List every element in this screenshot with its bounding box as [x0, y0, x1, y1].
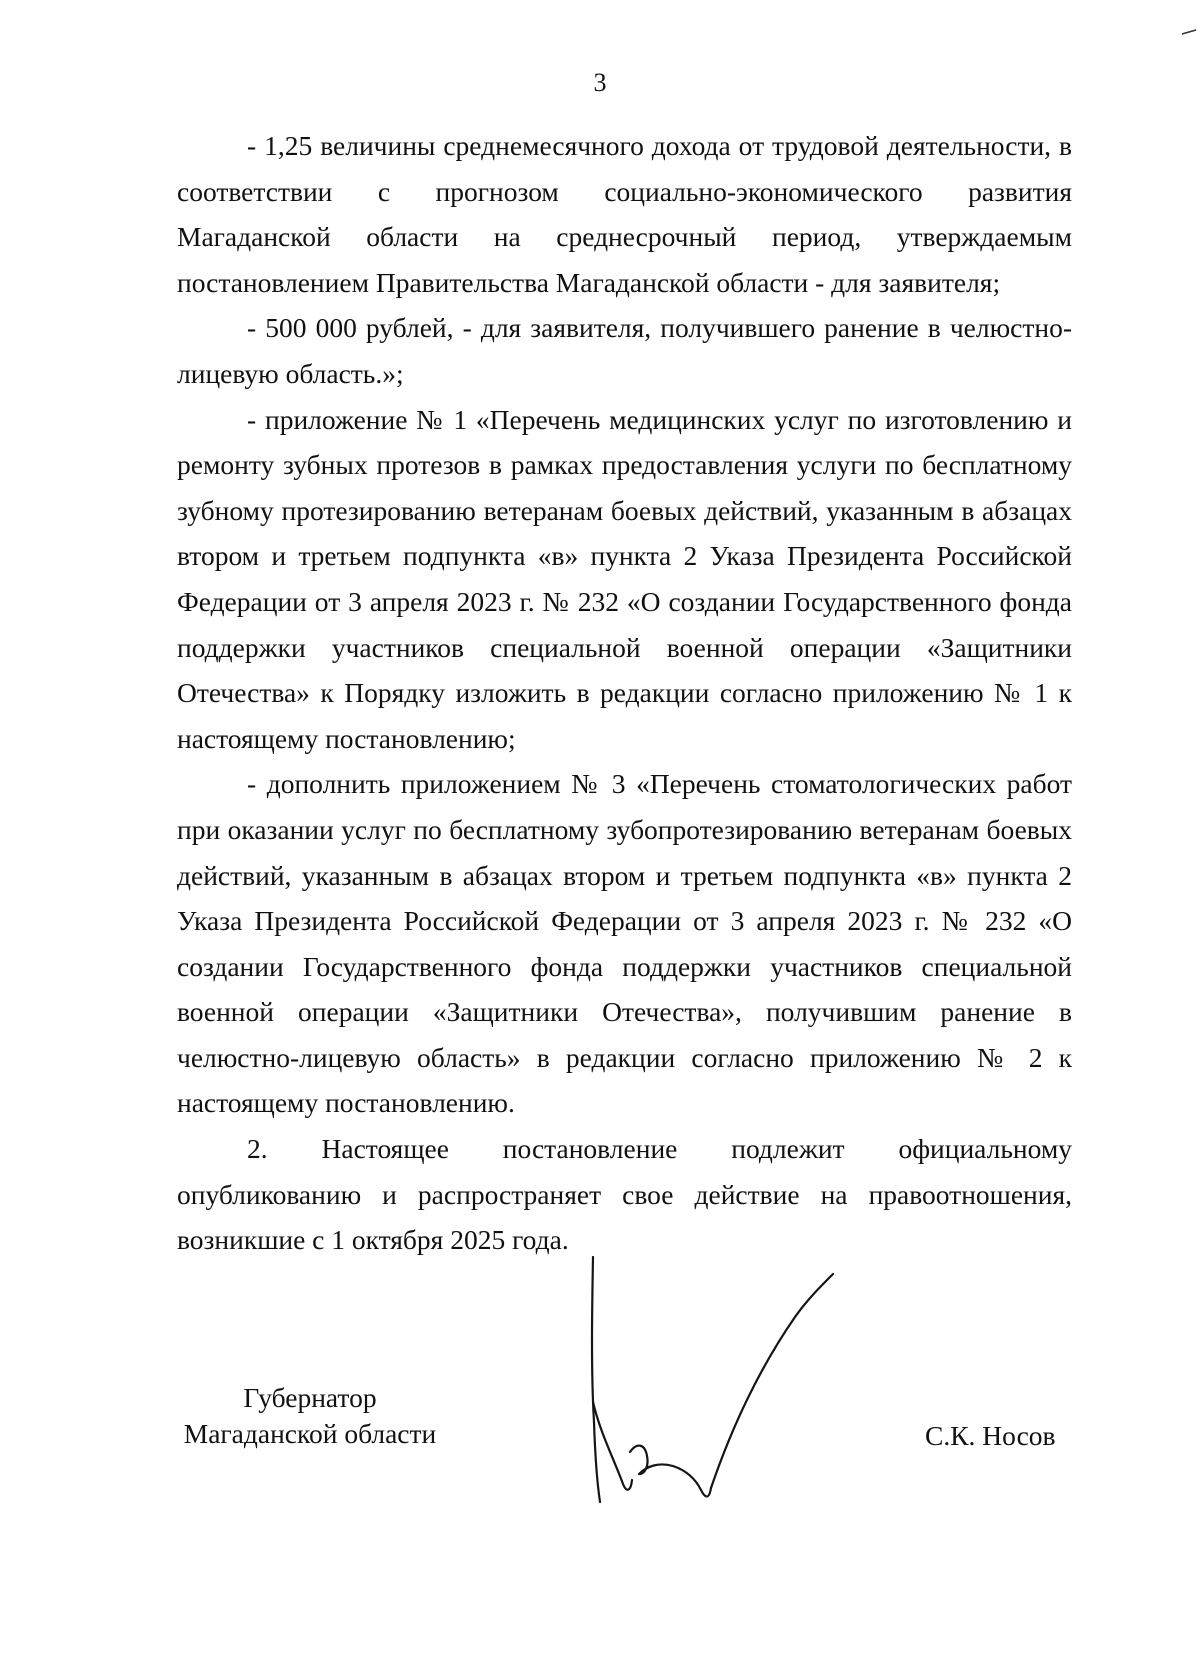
paragraph-appendix-1: - приложение № 1 «Перечень медицинских услуг по изготовлению и ремонту зубных протезов в рамках предоставления услуги по бесплатному зубному протезированию ветеранам боевых действий, указанным в абзацах втором и третьем подпункта «в» пункта 2 Указа Президента Российской Федерации от 3 апреля 2023 г. № 232 «О создании Государственного фонда поддержки участников специальной военной операции «Защитники Отечества» к Порядку изложить в редакции согласно приложению № 1 к настоящему постановлению; — [177, 403, 1072, 754]
paragraph-appendix-3: - дополнить приложением № 3 «Перечень стоматологических работ при оказании услуг по бесплатному зубопротезированию ветеранам боевых действий, указанным в абзацах втором и третьем подпункта «в» пункта 2 Указа Президента Российской Федерации от 3 апреля 2023 г. № 232 «О создании Государственного фонда поддержки участников специальной военной операции «Защитники Отечества», получившим ранение в челюстно-лицевую область» в редакции согласно приложению № 2 к настоящему постановлению. — [177, 768, 1072, 1119]
scan-mark — [1180, 22, 1200, 42]
signer-position — [180, 1380, 440, 1452]
signer-name: С.К. Носов — [925, 1420, 1056, 1451]
paragraph-rubles-limit: - 500 000 рублей, - для заявителя, получившего ранение в челюстно-лицевую область.»; — [177, 312, 1072, 389]
handwritten-signature — [575, 1252, 835, 1507]
position-line-2: Магаданской области — [183, 1418, 437, 1449]
position-line-1: Губернатор — [243, 1382, 377, 1413]
page-number: 3 — [593, 68, 607, 97]
document-body — [177, 123, 1072, 1263]
paragraph-publication: 2. Настоящее постановление подлежит официальному опубликованию и распространяет свое действие на правоотношения, возникшие с 1 октября 2025 года. — [177, 1133, 1072, 1256]
paragraph-income-limit: - 1,25 величины среднемесячного дохода от трудовой деятельности, в соответствии с прогнозом социально-экономического развития Магаданской области на среднесрочный период, утверждаемым постановлением Правительства Магаданской области - для заявителя; — [177, 130, 1072, 298]
